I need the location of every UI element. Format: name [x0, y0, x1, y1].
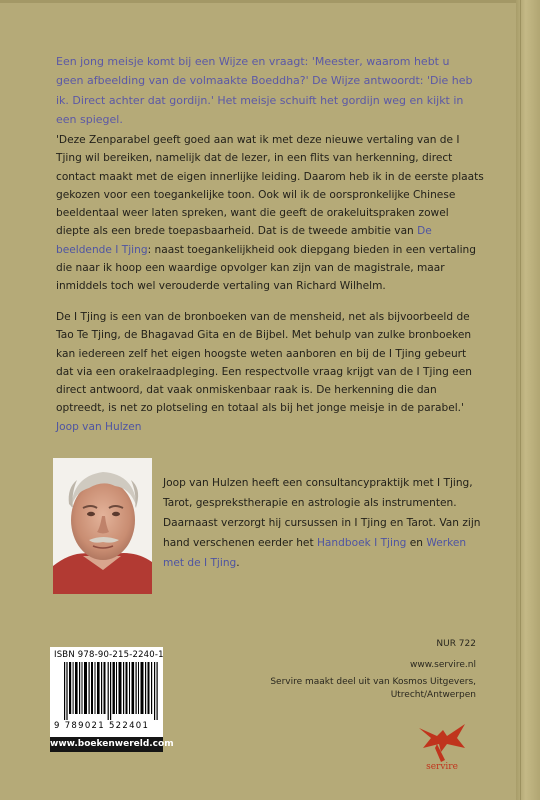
spine-fold-line: [520, 0, 521, 800]
quote-text-1b: : naast toegankelijkheid ook diepgang bieden in een vertaling die naar ik hoop een waardige opvolger kan zijn van de magistrale, maar inmiddels toch wel verouderde vertaling van Richard Wilhelm.: [56, 243, 476, 293]
shop-url: www.boekenwereld.com: [50, 737, 163, 752]
bio-book-werken: Werken met de I Tjing: [163, 537, 467, 569]
author-bio: [163, 473, 489, 573]
author-photo: [53, 458, 152, 594]
bio-text-and: en: [406, 537, 427, 549]
author-signature: Joop van Hulzen: [56, 420, 142, 433]
quote-paragraph-2: [56, 308, 484, 436]
servire-logo-icon: [417, 718, 467, 764]
isbn-text: ISBN 978-90-215-2240-1: [54, 650, 164, 660]
publisher-note: Servire maakt deel uit van Kosmos Uitgevers, Utrecht/Antwerpen: [270, 677, 476, 700]
author-portrait-image: [53, 458, 152, 594]
book-title-highlight: De beeldende I Tjing: [56, 225, 432, 256]
ean-digits: 9 789021 522401: [54, 721, 150, 731]
bio-book-handboek: Handboek I Tjing: [316, 537, 407, 549]
cover-top-edge: [0, 0, 540, 3]
bio-text-end: .: [236, 557, 240, 569]
intro-parable: Een jong meisje komt bij een Wijze en vraagt: 'Meester, waarom hebt u geen afbeelding van de volmaakte Boeddha?' De Wijze antwoordt: 'Die heb ik. Direct achter dat gordijn.' Het meisje schuift het gordijn weg en kijkt in een spiegel.: [56, 55, 473, 127]
nur-code: NUR 722: [436, 639, 476, 649]
bio-text: Joop van Hulzen heeft een consultancypraktijk met I Tjing, Tarot, gesprekstherapie en astrologie als instrumenten. Daarnaast verzorgt hij cursussen in I Tjing en Tarot. Van zijn hand verschenen eerder het: [163, 477, 481, 549]
quote-paragraph-1: [56, 131, 484, 296]
quote-text-1a: 'Deze Zenparabel geeft goed aan wat ik met deze nieuwe vertaling van de I Tjing wil bereiken, namelijk dat de lezer, in een flits van herkenning, direct contact maakt met de eigen innerlijke leiding. Daarom heb ik in de eerste plaats gekozen voor een toegankelijke toon. Ook wil ik de oorspronkelijke Chinese beeldentaal weer laten spreken, want die geeft de orakeluitspraken zowel diepte als een brede toepasbaarheid. Dat is de tweede ambitie van: [56, 134, 484, 238]
publisher-website: www.servire.nl: [410, 660, 476, 670]
quote-text-2: De I Tjing is een van de bronboeken van de mensheid, net als bijvoorbeeld de Tao Te Tjing, de Bhagavad Gita en de Bijbel. Met behulp van zulke bronboeken kan iedereen zelf het eigen hoogste weten aanboren en bij de I Tjing gebeurt dat via een orakelraadpleging. Een respectvolle vraag krijgt van de I Tjing een direct antwoord, dat vaak onmiskenbaar raak is. De herkenning die dan optreedt, is net zo plotseling en totaal als bij het jonge meisje in de parabel.': [56, 311, 472, 415]
servire-logo-text: servire: [426, 762, 458, 772]
barcode-icon: [64, 662, 160, 720]
